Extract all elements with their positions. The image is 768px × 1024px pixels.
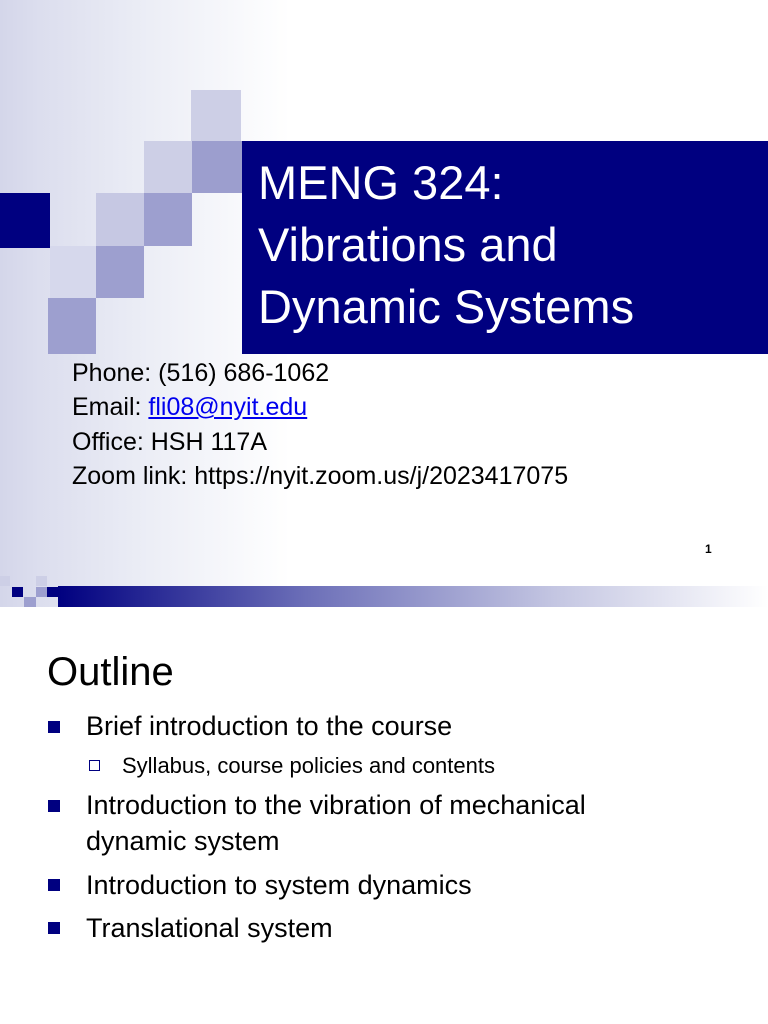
- footer-decor-square: [36, 576, 47, 586]
- decor-square: [192, 141, 242, 193]
- decor-square: [96, 246, 144, 298]
- square-bullet-icon: [48, 879, 60, 891]
- footer-decor-square: [36, 587, 47, 597]
- hollow-square-bullet-icon: [89, 760, 100, 771]
- slide-heading: Outline: [47, 650, 174, 694]
- zoom-link-text: Zoom link: https://nyit.zoom.us/j/2023417075: [72, 462, 569, 490]
- email-label: Email:: [72, 393, 149, 421]
- footer-gradient-bar: [58, 586, 768, 607]
- decor-square: [191, 90, 241, 141]
- slide-2: [0, 607, 768, 1024]
- square-bullet-icon: [48, 721, 60, 733]
- phone-text: Phone: (516) 686-1062: [72, 359, 330, 387]
- bullet-text: Translational system: [86, 913, 333, 943]
- bullet-text: Introduction to system dynamics: [86, 870, 472, 900]
- email-link[interactable]: fli08@nyit.edu: [148, 393, 308, 421]
- decor-square: [48, 298, 96, 354]
- decor-square: [50, 246, 96, 298]
- slide-title: MENG 324: Vibrations and Dynamic Systems: [258, 156, 635, 333]
- footer-decor-square: [47, 587, 58, 597]
- office-text: Office: HSH 117A: [72, 428, 267, 456]
- bullet-text: Brief introduction to the course: [86, 711, 453, 741]
- bullet-text: Introduction to the vibration of mechanical dynamic system: [86, 790, 586, 856]
- decor-square: [144, 141, 192, 193]
- page-number: 1: [705, 542, 712, 556]
- square-bullet-icon: [48, 800, 60, 812]
- footer-decor-square: [12, 587, 23, 597]
- decor-square: [0, 193, 50, 248]
- square-bullet-icon: [48, 922, 60, 934]
- email-line: [72, 392, 307, 422]
- decor-square: [144, 193, 192, 246]
- footer-decor-square: [0, 576, 10, 586]
- decor-square: [96, 193, 144, 246]
- footer-decor-square: [24, 597, 36, 607]
- sub-bullet-text: Syllabus, course policies and contents: [122, 753, 495, 778]
